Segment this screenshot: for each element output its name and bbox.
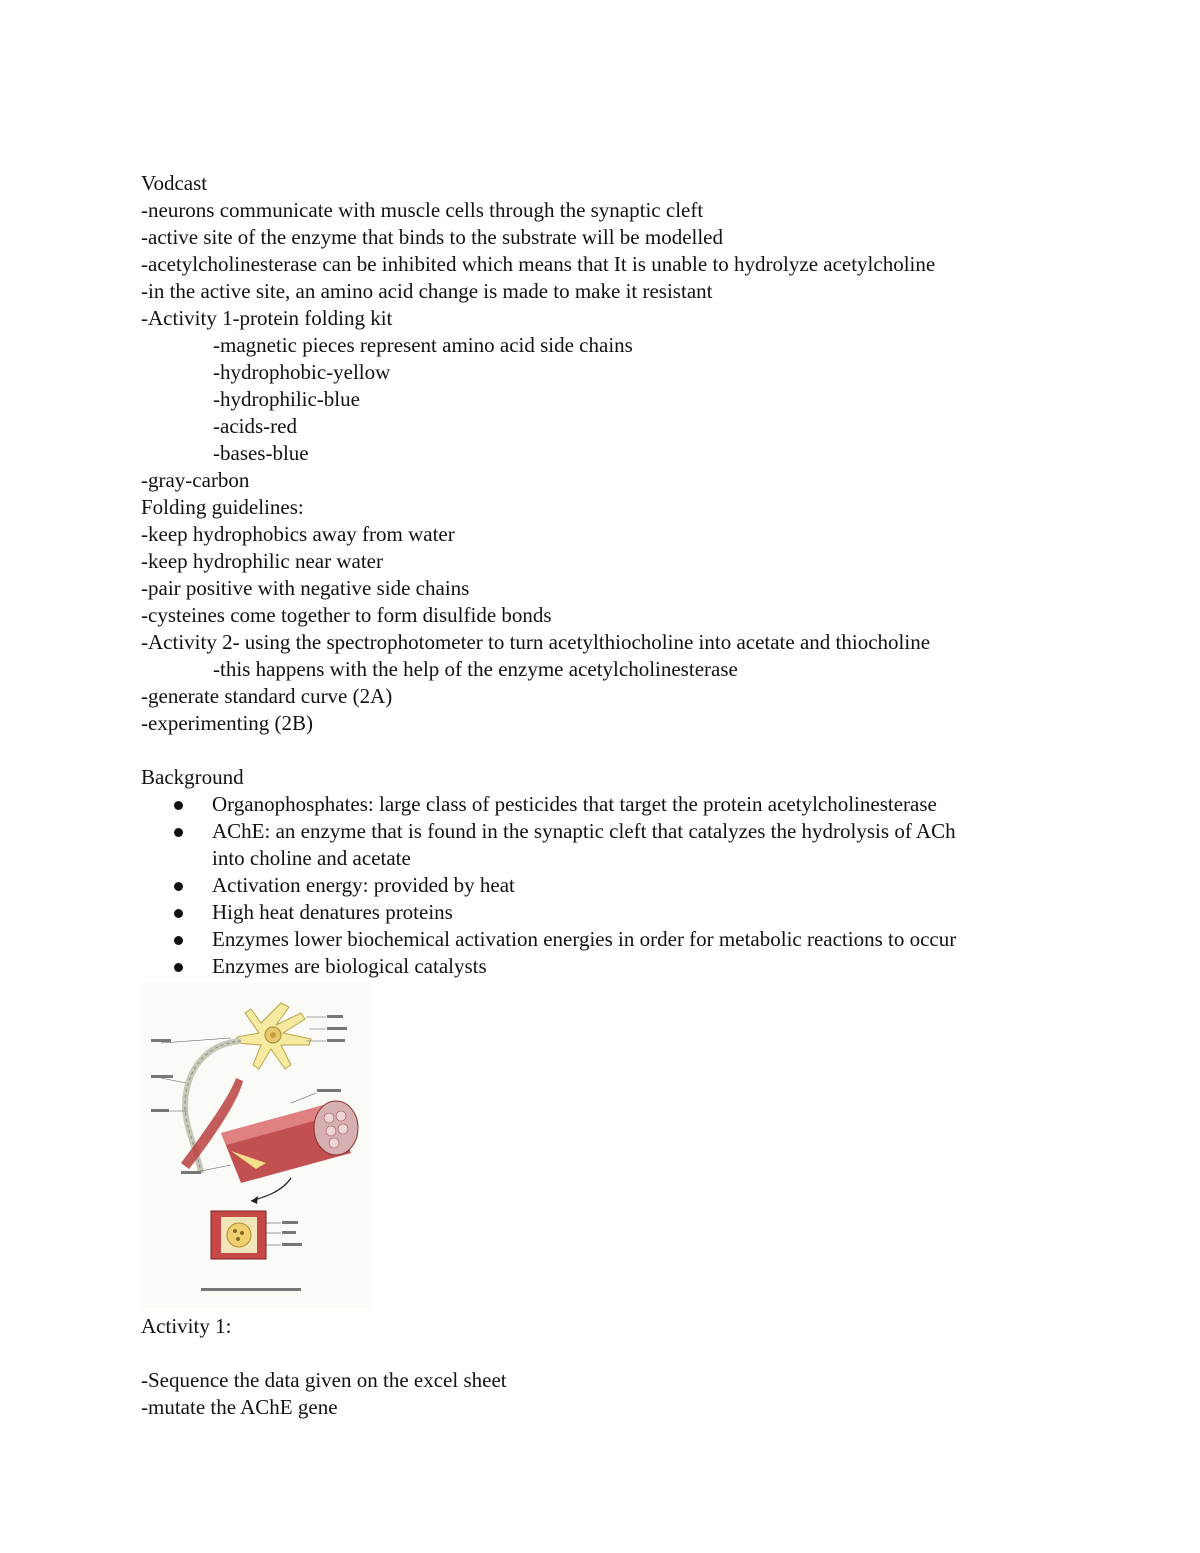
vodcast-note-line: -bases-blue bbox=[213, 441, 309, 465]
neuron-cell-body-icon bbox=[236, 1003, 311, 1069]
background-bullet-list bbox=[141, 791, 1101, 980]
vodcast-note-line: -keep hydrophobics away from water bbox=[141, 522, 455, 546]
bullet-icon bbox=[174, 828, 183, 837]
vodcast-note-line: -keep hydrophilic near water bbox=[141, 549, 383, 573]
bullet-icon bbox=[174, 801, 183, 810]
background-heading: Background bbox=[141, 765, 244, 789]
vodcast-note-line: -acids-red bbox=[213, 414, 297, 438]
vodcast-note-line: -active site of the enzyme that binds to the substrate will be modelled bbox=[141, 225, 724, 249]
vodcast-notes bbox=[141, 197, 1101, 737]
vodcast-note-line: Folding guidelines: bbox=[141, 495, 304, 519]
vodcast-note-line: -neurons communicate with muscle cells through the synaptic cleft bbox=[141, 198, 704, 222]
bullet-icon bbox=[174, 909, 183, 918]
bullet-icon bbox=[174, 963, 183, 972]
activity1-note-line: -Sequence the data given on the excel sheet bbox=[141, 1368, 507, 1392]
background-bullet-text: High heat denatures proteins bbox=[212, 900, 453, 924]
vodcast-note-line: -in the active site, an amino acid change is made to make it resistant bbox=[141, 279, 713, 303]
background-bullet-text: Enzymes lower biochemical activation energies in order for metabolic reactions to occur bbox=[212, 927, 957, 951]
blank-line bbox=[141, 1340, 1101, 1367]
background-bullet-text: Enzymes are biological catalysts bbox=[212, 954, 487, 978]
vodcast-note-line: -Activity 2- using the spectrophotometer to turn acetylthiocholine into acetate and thiocholine bbox=[141, 630, 931, 654]
background-bullet-item bbox=[141, 953, 1101, 980]
vodcast-note-line: -experimenting (2B) bbox=[141, 711, 314, 735]
bullet-icon bbox=[174, 936, 183, 945]
vodcast-note-line: -cysteines come together to form disulfide bonds bbox=[141, 603, 552, 627]
neuromuscular-junction-illustration bbox=[141, 983, 371, 1308]
background-bullet-text: Organophosphates: large class of pesticides that target the protein acetylcholinesterase bbox=[212, 792, 937, 816]
background-bullet-item bbox=[141, 791, 1101, 818]
background-bullet-text: Activation energy: provided by heat bbox=[212, 873, 515, 897]
vodcast-note-line: -generate standard curve (2A) bbox=[141, 684, 393, 708]
vodcast-note-line: -hydrophobic-yellow bbox=[213, 360, 391, 384]
background-bullet-item bbox=[141, 872, 1101, 899]
activity1-note-line: -mutate the AChE gene bbox=[141, 1395, 338, 1419]
vodcast-note-line: -hydrophilic-blue bbox=[213, 387, 360, 411]
muscle-bundle-icon bbox=[221, 1101, 358, 1183]
blank-line bbox=[141, 737, 1101, 764]
activity1-heading: Activity 1: bbox=[141, 1314, 232, 1338]
background-bullet-item bbox=[141, 899, 1101, 926]
bullet-icon bbox=[174, 882, 183, 891]
background-bullet-item bbox=[141, 926, 1101, 953]
vodcast-note-line: -gray-carbon bbox=[141, 468, 250, 492]
vodcast-note-line: -magnetic pieces represent amino acid side chains bbox=[213, 333, 633, 357]
synapse-inset-icon bbox=[211, 1211, 266, 1259]
neuromuscular-junction-figure bbox=[141, 983, 371, 1308]
vodcast-note-line: -Activity 1-protein folding kit bbox=[141, 306, 393, 330]
vodcast-note-line: -acetylcholinesterase can be inhibited which means that It is unable to hydrolyze acetylcholine bbox=[141, 252, 936, 276]
vodcast-note-line: -pair positive with negative side chains bbox=[141, 576, 470, 600]
activity1-notes bbox=[141, 1367, 1101, 1421]
background-bullet-item bbox=[141, 818, 1101, 872]
vodcast-heading: Vodcast bbox=[141, 171, 208, 195]
vodcast-note-line: -this happens with the help of the enzyme acetylcholinesterase bbox=[213, 657, 738, 681]
document-body bbox=[141, 170, 1101, 1421]
background-bullet-text: into choline and acetate bbox=[212, 846, 411, 870]
background-bullet-text: AChE: an enzyme that is found in the synaptic cleft that catalyzes the hydrolysis of ACh bbox=[212, 819, 956, 843]
